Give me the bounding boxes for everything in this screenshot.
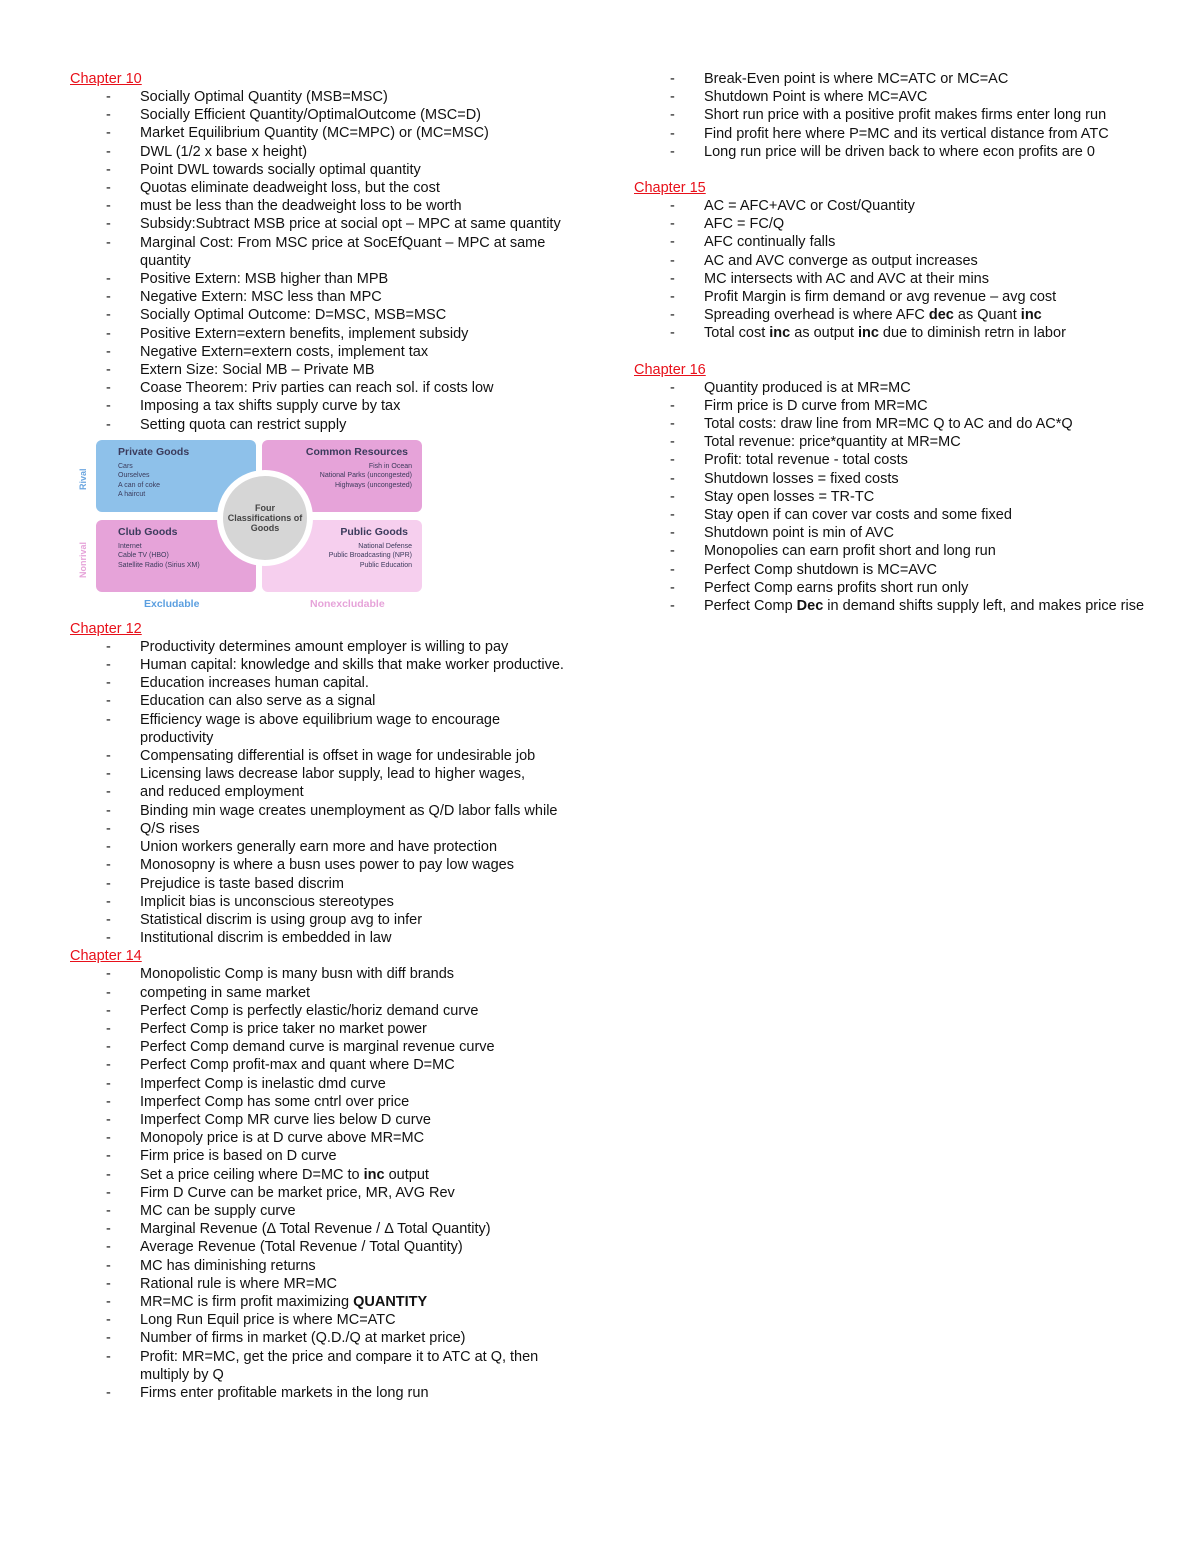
list-item: - Total revenue: price*quantity at MR=MC [634,433,1154,451]
list-item: - Monopolistic Comp is many busn with diff brands [70,965,570,983]
list-item: - Market Equilibrium Quantity (MC=MPC) or (MC=MSC) [70,124,570,142]
nonrival-label: Nonrival [78,541,88,578]
list-item: - Prejudice is taste based discrim [70,875,570,893]
example: Public Education [359,561,412,569]
list-item: - Perfect Comp shutdown is MC=AVC [634,561,1154,579]
four-classifications-diagram [74,440,434,620]
list-item: - AFC continually falls [634,233,1154,251]
example: Fish in Ocean [368,462,412,470]
list-item: - Socially Optimal Quantity (MSB=MSC) [70,88,570,106]
list-item: - AC = AFC+AVC or Cost/Quantity [634,197,1154,215]
public-goods-title: Public Goods [340,525,408,538]
list-item: - Stay open losses = TR-TC [634,488,1154,506]
chapter-12-list [70,638,570,947]
example: A can of coke [118,481,161,489]
common-resources-title: Common Resources [305,445,408,458]
list-item: - MR=MC is firm profit maximizing QUANTITY [70,1293,570,1311]
list-item: - Total costs: draw line from MR=MC Q to AC and do AC*Q [634,415,1154,433]
example: Cars [118,462,133,470]
example: Public Broadcasting (NPR) [328,552,412,560]
excludable-label: Excludable [144,597,200,610]
list-item: - Point DWL towards socially optimal quantity [70,161,570,179]
list-item: - Imperfect Comp has some cntrl over price [70,1093,570,1111]
list-item: - Firms enter profitable markets in the long run [70,1384,570,1402]
example: Ourselves [118,472,150,480]
list-item: - Perfect Comp is perfectly elastic/horiz demand curve [70,1002,570,1020]
list-item: - Socially Efficient Quantity/OptimalOutcome (MSC=D) [70,106,570,124]
list-item: - Institutional discrim is embedded in law [70,929,570,947]
list-item: - Coase Theorem: Priv parties can reach sol. if costs low [70,379,570,397]
list-item: - Long Run Equil price is where MC=ATC [70,1311,570,1329]
list-item: - Perfect Comp profit-max and quant where D=MC [70,1056,570,1074]
list-item: - Perfect Comp is price taker no market power [70,1020,570,1038]
list-item: - Number of firms in market (Q.D./Q at market price) [70,1329,570,1347]
club-goods-examples [118,542,200,571]
list-item: - MC can be supply curve [70,1202,570,1220]
list-item: - Marginal Cost: From MSC price at SocEfQuant – MPC at same quantity [70,234,570,270]
example: A haircut [118,491,146,499]
nonexcludable-label: Nonexcludable [310,597,385,610]
list-item: - must be less than the deadweight loss to be worth [70,197,570,215]
rival-label: Rival [78,468,88,490]
list-item: - Imperfect Comp is inelastic dmd curve [70,1075,570,1093]
list-item: - Union workers generally earn more and have protection [70,838,570,856]
list-item: - Short run price with a positive profit makes firms enter long run [634,106,1154,124]
list-item: - Education increases human capital. [70,674,570,692]
list-item: - Negative Extern: MSC less than MPC [70,288,570,306]
chapter-12-title: Chapter 12 [70,620,142,637]
chapter-14-title: Chapter 14 [70,948,142,965]
list-item: - Binding min wage creates unemployment as Q/D labor falls while [70,802,570,820]
list-item: - competing in same market [70,984,570,1002]
list-item: - Long run price will be driven back to where econ profits are 0 [634,143,1154,161]
list-item: - Profit: total revenue - total costs [634,451,1154,469]
chapter-15-list [634,197,1154,343]
example: National Defense [358,542,412,550]
list-item: - Set a price ceiling where D=MC to inc output [70,1166,570,1184]
chapter-16-list [634,379,1154,616]
list-item: - Subsidy:Subtract MSB price at social opt – MPC at same quantity [70,215,570,233]
list-item: - Compensating differential is offset in wage for undesirable job [70,747,570,765]
example: Cable TV (HBO) [118,552,169,560]
list-item: - Statistical discrim is using group avg to infer [70,911,570,929]
list-item: - Monopoly price is at D curve above MR=MC [70,1129,570,1147]
list-item: - Profit Margin is firm demand or avg revenue – avg cost [634,288,1154,306]
list-item: - Positive Extern=extern benefits, implement subsidy [70,325,570,343]
public-goods-examples [329,542,412,571]
chapter-16-title: Chapter 16 [634,361,706,378]
list-item: - Firm price is D curve from MR=MC [634,397,1154,415]
list-item: - Spreading overhead is where AFC dec as Quant inc [634,306,1154,324]
example: Satellite Radio (Sirius XM) [118,561,200,569]
club-goods-title: Club Goods [118,525,178,538]
list-item: - Shutdown Point is where MC=AVC [634,88,1154,106]
list-item: - Quotas eliminate deadweight loss, but the cost [70,179,570,197]
common-resources-examples [320,462,412,491]
list-item: - Shutdown point is min of AVC [634,524,1154,542]
list-item: - DWL (1/2 x base x height) [70,143,570,161]
private-goods-examples [118,462,160,500]
list-item: - Total cost inc as output inc due to diminish retrn in labor [634,324,1154,342]
private-goods-title: Private Goods [118,445,190,458]
left-column [70,70,570,1402]
list-item: - Implicit bias is unconscious stereotypes [70,893,570,911]
list-item: - Perfect Comp demand curve is marginal revenue curve [70,1038,570,1056]
list-item: - Licensing laws decrease labor supply, lead to higher wages, [70,765,570,783]
list-item: - Perfect Comp earns profits short run only [634,579,1154,597]
list-item: - Imposing a tax shifts supply curve by tax [70,397,570,415]
list-item: - Education can also serve as a signal [70,692,570,710]
list-item: - AFC = FC/Q [634,215,1154,233]
list-item: - Negative Extern=extern costs, implement tax [70,343,570,361]
list-item: - MC intersects with AC and AVC at their mins [634,270,1154,288]
example: Highways (uncongested) [334,481,412,489]
list-item: - Monosopny is where a busn uses power to pay low wages [70,856,570,874]
list-item: - Efficiency wage is above equilibrium wage to encourage productivity [70,711,570,747]
list-item: - Human capital: knowledge and skills that make worker productive. [70,656,570,674]
list-item: - Find profit here where P=MC and its vertical distance from ATC [634,125,1154,143]
list-item: - Extern Size: Social MB – Private MB [70,361,570,379]
list-item: - Average Revenue (Total Revenue / Total Quantity) [70,1238,570,1256]
list-item: - Positive Extern: MSB higher than MPB [70,270,570,288]
list-item: - Productivity determines amount employer is willing to pay [70,638,570,656]
list-item: - AC and AVC converge as output increases [634,252,1154,270]
list-item: - Shutdown losses = fixed costs [634,470,1154,488]
list-item: - Stay open if can cover var costs and some fixed [634,506,1154,524]
list-item: - Q/S rises [70,820,570,838]
example: National Parks (uncongested) [319,472,412,480]
list-item: - and reduced employment [70,783,570,801]
list-item: - Rational rule is where MR=MC [70,1275,570,1293]
chapter-10-list [70,88,570,434]
list-item: - Firm price is based on D curve [70,1147,570,1165]
chapter-10-title: Chapter 10 [70,71,142,87]
list-item: - Profit: MR=MC, get the price and compare it to ATC at Q, then multiply by Q [70,1348,570,1384]
chapter-15-title: Chapter 15 [634,180,706,197]
list-item: - Socially Optimal Outcome: D=MSC, MSB=MSC [70,306,570,324]
list-item: - Perfect Comp Dec in demand shifts supply left, and makes price rise [634,597,1154,615]
right-column [634,70,1154,615]
list-item: - Break-Even point is where MC=ATC or MC=AC [634,70,1154,88]
list-item: - Quantity produced is at MR=MC [634,379,1154,397]
chapter-14-list [70,965,570,1402]
list-item: - Marginal Revenue (Δ Total Revenue / Δ Total Quantity) [70,1220,570,1238]
list-item: - Imperfect Comp MR curve lies below D curve [70,1111,570,1129]
list-item: - MC has diminishing returns [70,1257,570,1275]
list-item: - Monopolies can earn profit short and long run [634,542,1154,560]
list-item: - Setting quota can restrict supply [70,416,570,434]
diagram-center-label: Four Classifications of Goods [217,470,313,566]
example: Internet [118,542,142,550]
list-item: - Firm D Curve can be market price, MR, AVG Rev [70,1184,570,1202]
chapter-14-continued-list [634,70,1154,161]
